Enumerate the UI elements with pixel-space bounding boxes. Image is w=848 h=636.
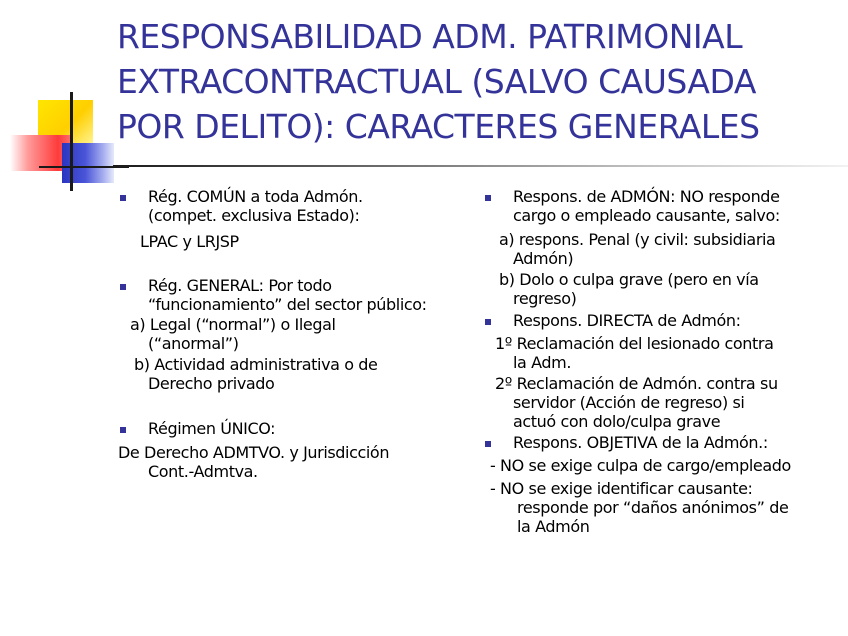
sub-item-text: - NO se exige identificar causante: xyxy=(490,479,753,498)
bullet-respons-directa xyxy=(483,311,833,330)
sub-item-text: LPAC y LRJSP xyxy=(140,232,239,251)
slide-title-line-1: RESPONSABILIDAD ADM. PATRIMONIAL xyxy=(117,17,743,56)
bullet-respons-objetiva xyxy=(483,433,833,452)
sub-item-text: b) Dolo o culpa grave (pero en vía xyxy=(499,270,759,289)
sub-item-text: Derecho privado xyxy=(148,374,275,393)
sub-item-text: responde por “daños anónimos” de xyxy=(517,498,789,517)
sub-item-text: De Derecho ADMTVO. y Jurisdicción xyxy=(118,443,390,462)
bullet-text-line: Respons. DIRECTA de Admón: xyxy=(513,311,741,330)
bullet-text-line: (compet. exclusiva Estado): xyxy=(148,206,360,225)
sub-item-dolo-culpa xyxy=(483,270,833,308)
bullet-text-line: cargo o empleado causante, salvo: xyxy=(513,206,780,225)
title-underline xyxy=(113,165,848,167)
sub-item-text: Cont.-Admtva. xyxy=(148,462,258,481)
sub-item-respons-penal xyxy=(483,230,833,268)
sub-item-text: la Adm. xyxy=(513,353,572,372)
sub-item-derecho-admtvo xyxy=(118,443,463,481)
sub-item-lpac xyxy=(118,232,463,251)
sub-item-text: actuó con dolo/culpa grave xyxy=(513,412,721,431)
sub-item-reclamacion-admon xyxy=(483,374,833,431)
sub-item-text: regreso) xyxy=(513,289,577,308)
sub-item-text: a) Legal (“normal”) o Ilegal xyxy=(130,315,336,334)
decor-vertical-line xyxy=(70,92,73,191)
sub-item-no-culpa xyxy=(490,456,833,475)
sub-item-reclamacion-lesionado xyxy=(483,334,833,372)
bullet-text-line: Rég. COMÚN a toda Admón. xyxy=(148,187,363,206)
bullet-regimen-general xyxy=(118,276,463,314)
bullet-regimen-unico xyxy=(118,419,463,438)
bullet-respons-admon xyxy=(483,187,833,225)
sub-item-text: - NO se exige culpa de cargo/empleado xyxy=(490,456,791,475)
sub-item-text: Admón) xyxy=(513,249,574,268)
sub-item-actividad xyxy=(118,355,463,393)
sub-item-text: 2º Reclamación de Admón. contra su xyxy=(495,374,778,393)
slide-title-line-2: EXTRACONTRACTUAL (SALVO CAUSADA xyxy=(117,62,756,101)
slide-title-line-3: POR DELITO): CARACTERES GENERALES xyxy=(117,107,760,146)
bullet-text-line: “funcionamiento” del sector público: xyxy=(148,295,427,314)
sub-item-legal xyxy=(118,315,463,353)
slide-title xyxy=(117,14,837,149)
sub-item-text: a) respons. Penal (y civil: subsidiaria xyxy=(499,230,776,249)
sub-item-text: 1º Reclamación del lesionado contra xyxy=(495,334,774,353)
sub-item-no-causante xyxy=(490,479,833,536)
bullet-regimen-comun xyxy=(118,187,463,225)
bullet-text-line: Respons. de ADMÓN: NO responde xyxy=(513,187,780,206)
sub-item-text: b) Actividad administrativa o de xyxy=(134,355,378,374)
bullet-text-line: Rég. GENERAL: Por todo xyxy=(148,276,332,295)
sub-item-text: (“anormal”) xyxy=(148,334,239,353)
bullet-text-line: Respons. OBJETIVA de la Admón.: xyxy=(513,433,768,452)
sub-item-text: la Admón xyxy=(517,517,590,536)
sub-item-text: servidor (Acción de regreso) si xyxy=(513,393,745,412)
bullet-text-line: Régimen ÚNICO: xyxy=(148,419,276,438)
